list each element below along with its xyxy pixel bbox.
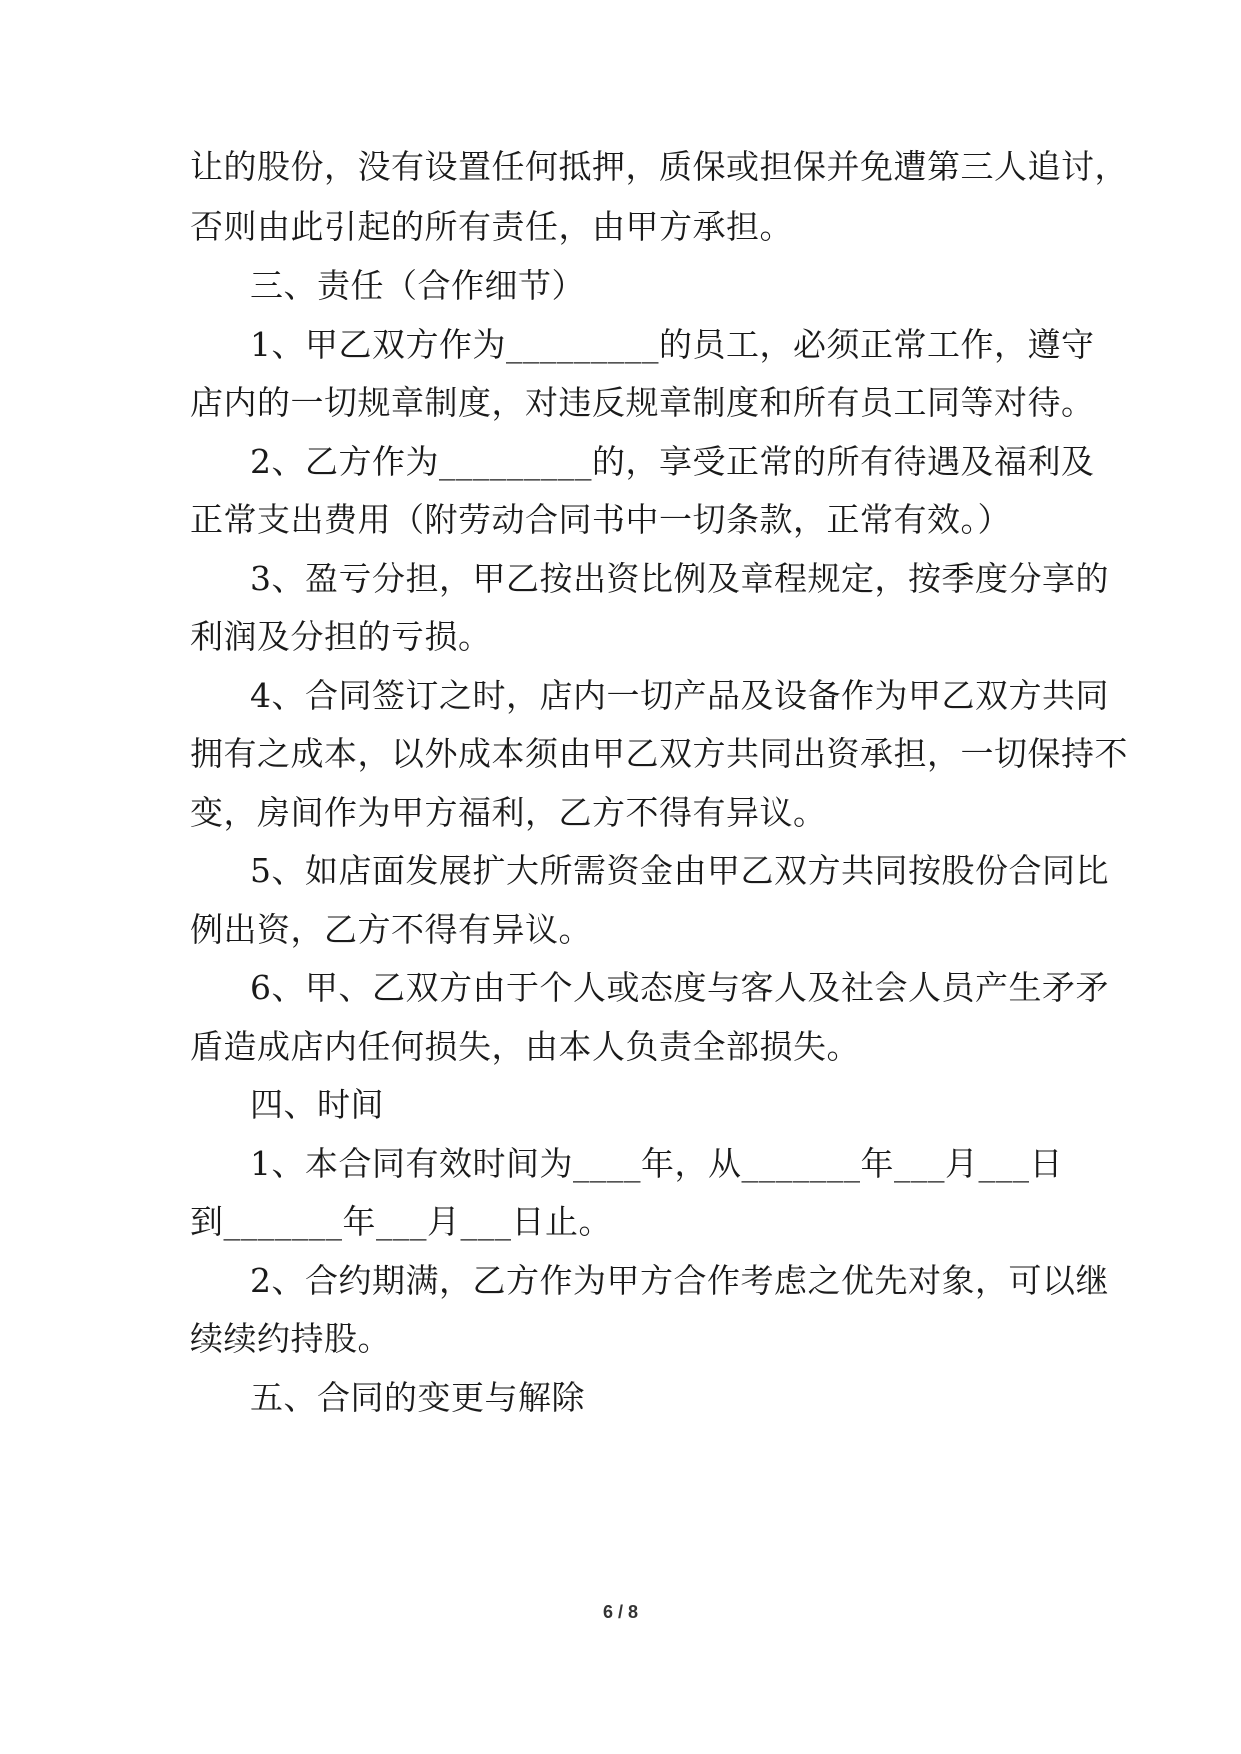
clause-line: 4、合同签订之时，店内一切产品及设备作为甲乙双方共同: [250, 676, 1109, 715]
text-line: 正常支出费用（附劳动合同书中一切条款，正常有效。）: [190, 500, 1011, 539]
text-line: 变，房间作为甲方福利，乙方不得有异议。: [190, 793, 827, 832]
text-line: 店内的一切规章制度，对违反规章制度和所有员工同等对待。: [190, 383, 1095, 422]
section-heading-time: 四、时间: [250, 1085, 384, 1124]
section-heading-responsibility: 三、责任（合作细节）: [250, 266, 585, 305]
clause-line: 1、本合同有效时间为____年，从_______年___月___日: [250, 1144, 1063, 1183]
clause-line: 5、如店面发展扩大所需资金由甲乙双方共同按股份合同比: [250, 851, 1109, 890]
text-line: 盾造成店内任何损失，由本人负责全部损失。: [190, 1027, 860, 1066]
text-line: 拥有之成本，以外成本须由甲乙双方共同出资承担，一切保持不: [190, 734, 1128, 773]
clause-line: 3、盈亏分担，甲乙按出资比例及章程规定，按季度分享的: [250, 559, 1109, 598]
clause-line: 6、甲、乙双方由于个人或态度与客人及社会人员产生矛矛: [250, 968, 1109, 1007]
page-number: 6 / 8: [602, 1602, 639, 1622]
text-line: 否则由此引起的所有责任，由甲方承担。: [190, 207, 793, 246]
text-line: 到_______年___月___日止。: [190, 1202, 612, 1241]
clause-line: 1、甲乙双方作为_________的员工，必须正常工作，遵守: [250, 325, 1095, 364]
clause-line: 2、乙方作为_________的，享受正常的所有待遇及福利及: [250, 442, 1095, 481]
text-line: 续续约持股。: [190, 1319, 391, 1358]
text-line: 让的股份，没有设置任何抵押，质保或担保并免遭第三人追讨，: [190, 147, 1128, 186]
section-heading-change-termination: 五、合同的变更与解除: [250, 1378, 585, 1417]
text-line: 利润及分担的亏损。: [190, 617, 492, 656]
text-line: 例出资，乙方不得有异议。: [190, 910, 592, 949]
clause-line: 2、合约期满，乙方作为甲方合作考虑之优先对象，可以继: [250, 1261, 1109, 1300]
